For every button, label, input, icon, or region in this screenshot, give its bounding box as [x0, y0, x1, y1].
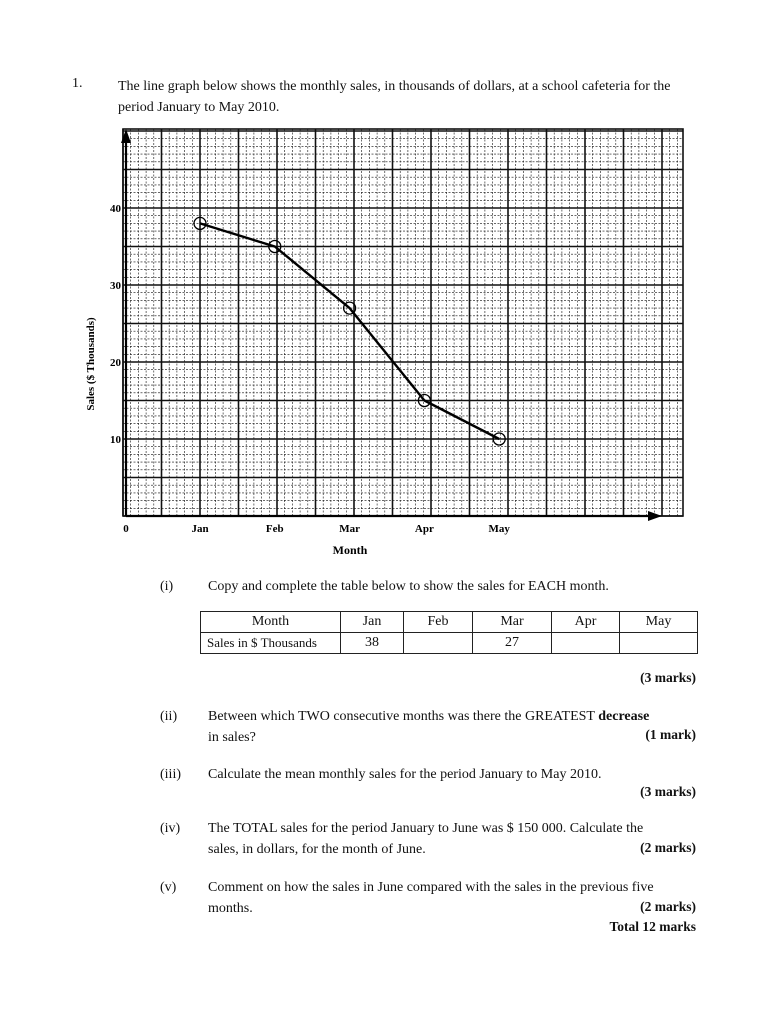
part-v-text-line2: months. — [208, 901, 253, 916]
x-tick-label: Feb — [265, 523, 284, 535]
part-v-label: (v) — [160, 880, 177, 895]
part-iii-label: (iii) — [160, 767, 181, 782]
sales-table — [200, 611, 698, 654]
x-tick-label: Apr — [414, 523, 434, 535]
part-v-text-line1: Comment on how the sales in June compared with the sales in the previous five — [208, 880, 654, 895]
part-iii-marks: (3 marks) — [640, 784, 696, 799]
table-cell: 27 — [473, 633, 552, 654]
chart-series — [194, 217, 505, 445]
part-iv-text-line1: The TOTAL sales for the period January to June was $ 150 000. Calculate the — [208, 821, 644, 836]
part-i-text: Copy and complete the table below to show the sales for EACH month. — [208, 579, 609, 594]
x-tick-label: Mar — [339, 523, 360, 535]
table-cell — [552, 633, 620, 654]
table-header-cell: May — [620, 612, 698, 633]
y-tick-label: 10 — [110, 434, 121, 446]
origin-label: 0 — [123, 523, 129, 535]
x-axis-label: Month — [332, 543, 368, 557]
table-header-cell: Mar — [473, 612, 552, 633]
plot-frame — [123, 129, 683, 516]
part-ii-label: (ii) — [160, 709, 178, 724]
part-ii-emphasis: decrease — [598, 709, 650, 724]
table-cell — [620, 633, 698, 654]
y-axis-label: Sales ($ Thousands) — [85, 317, 97, 411]
line-graph — [70, 120, 690, 560]
table-cell — [404, 633, 473, 654]
part-ii-marks: (1 mark) — [645, 727, 696, 742]
x-tick-label: Jan — [191, 523, 209, 535]
table-header-cell: Jan — [341, 612, 404, 633]
chart-grid — [123, 129, 683, 516]
total-marks: Total 12 marks — [609, 919, 696, 934]
x-tick-label: May — [488, 523, 510, 535]
part-ii-text-line2: in sales? — [208, 730, 256, 745]
part-ii-text-start: Between which TWO consecutive months was there the GREATEST — [208, 709, 599, 724]
part-ii-text — [208, 706, 696, 727]
part-i-marks: (3 marks) — [640, 670, 696, 685]
table-header-row — [201, 612, 698, 633]
question-number: 1. — [72, 76, 83, 91]
table-header-cell: Apr — [552, 612, 620, 633]
table-row — [201, 633, 698, 654]
y-tick-label: 40 — [110, 203, 121, 215]
table-cell: Sales in $ Thousands — [201, 633, 341, 654]
chart-axes — [121, 129, 662, 521]
table-header-cell: Month — [201, 612, 341, 633]
y-tick-label: 20 — [110, 357, 121, 369]
table-cell: 38 — [341, 633, 404, 654]
part-v-marks: (2 marks) — [640, 899, 696, 914]
question-text: The line graph below shows the monthly sales, in thousands of dollars, at a school cafeteria for the period January to May 2010. — [118, 79, 671, 115]
part-iv-label: (iv) — [160, 821, 181, 836]
x-axis-arrow — [648, 511, 662, 521]
part-i-label: (i) — [160, 579, 174, 594]
part-iii-text: Calculate the mean monthly sales for the period January to May 2010. — [208, 767, 602, 782]
table-header-cell: Feb — [404, 612, 473, 633]
part-iv-marks: (2 marks) — [640, 840, 696, 855]
y-tick-label: 30 — [110, 280, 121, 292]
part-iv-text-line2: sales, in dollars, for the month of June. — [208, 842, 426, 857]
